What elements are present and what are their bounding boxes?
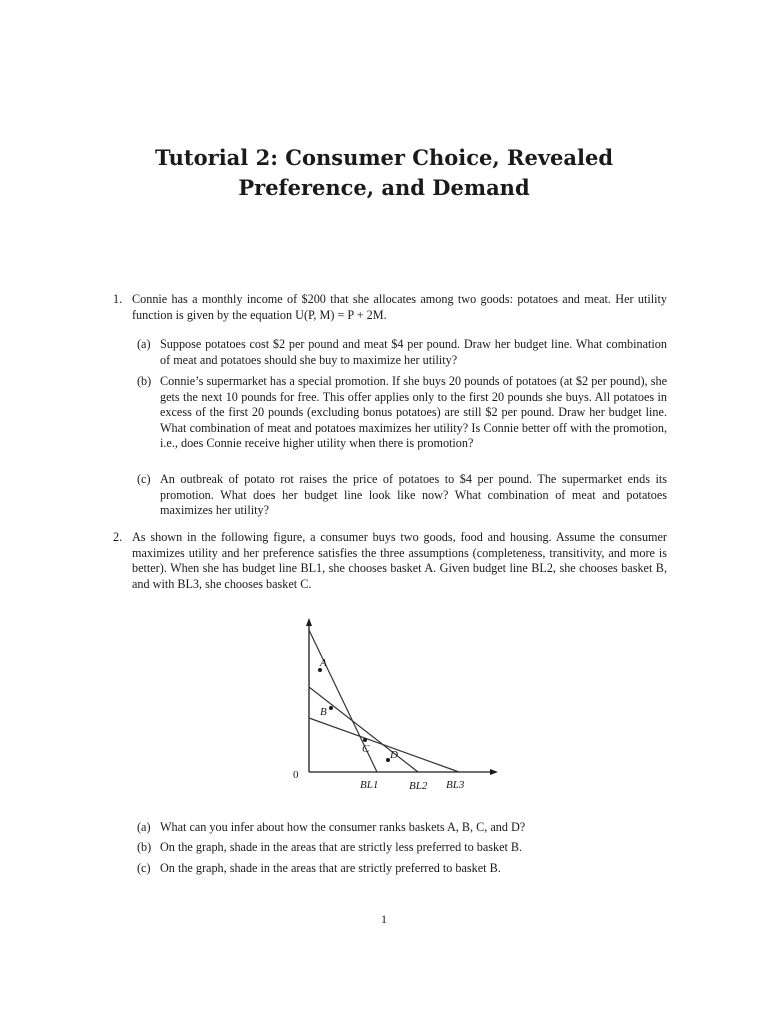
part-text: Connie’s supermarket has a special promotion. If she buys 20 pounds of potatoes (at $2 per pound), she gets the next 10 pounds for free. This offer applies only to the first 20 pounds she buys. All potatoes in excess of the first 20 pounds (excluding bonus potatoes) are still $2 per pound. Draw her budget line. What combination of meat and potatoes maximizes her utility? Is Connie better off with the promotion, i.e., does Connie receive higher utility when there is promotion? [160,374,667,451]
question-2-part-a [137,820,667,836]
question-1-part-b [137,374,667,452]
part-label: (c) [137,861,151,875]
page-title: Tutorial 2: Consumer Choice, Revealed Preference, and Demand [154,145,614,201]
part-label: (b) [137,840,152,854]
budget-line-figure [285,612,515,802]
part-label: (a) [137,820,151,834]
y-axis-arrow [306,618,312,626]
part-label: (a) [137,337,151,351]
question-1 [113,292,667,323]
question-2 [113,530,667,592]
point-d-label: D [390,749,398,761]
part-text: Suppose potatoes cost $2 per pound and meat $4 per pound. Draw her budget line. What combination of meat and potatoes should she buy to maximize her utility? [160,337,667,367]
point-a-label: A [320,657,327,669]
budget-line-2-label: BL2 [409,780,428,792]
part-text: An outbreak of potato rot raises the price of potatoes to $4 per pound. The supermarket ends its promotion. What does her budget line look like now? What combination of meat and potatoes maximizes her utility? [160,472,667,518]
x-axis-arrow [490,769,498,775]
question-2-part-c [137,861,667,877]
origin-label: 0 [293,769,299,781]
question-text: Connie has a monthly income of $200 that she allocates among two goods: potatoes and meat. Her utility function is given by the equation U(P, M) = P + 2M. [132,292,667,322]
budget-line-3-label: BL3 [446,779,465,791]
question-number: 2. [113,530,123,544]
budget-line-1-label: BL1 [360,779,379,791]
question-text: As shown in the following figure, a consumer buys two goods, food and housing. Assume the consumer maximizes utility and her preference satisfies the three assumptions (completeness, transitivity, and more is better). When she has budget line BL1, she chooses basket A. Given budget line BL2, she chooses basket B, and with BL3, she chooses basket C. [132,530,667,591]
part-text: What can you infer about how the consumer ranks baskets A, B, C, and D? [160,820,526,834]
part-label: (b) [137,374,152,388]
question-1-part-a [137,337,667,368]
point-c-label: C [362,743,370,755]
part-text: On the graph, shade in the areas that are strictly less preferred to basket B. [160,840,523,854]
page-number: 1 [381,912,387,926]
question-1-part-c [137,472,667,519]
point-b-label: B [320,706,327,718]
point-c [363,738,367,742]
point-b [329,706,333,710]
part-text: On the graph, shade in the areas that are strictly preferred to basket B. [160,861,501,875]
question-number: 1. [113,292,123,306]
question-2-part-b [137,840,667,856]
budget-line-2 [309,687,418,772]
budget-line-3 [309,718,459,772]
part-label: (c) [137,472,151,486]
